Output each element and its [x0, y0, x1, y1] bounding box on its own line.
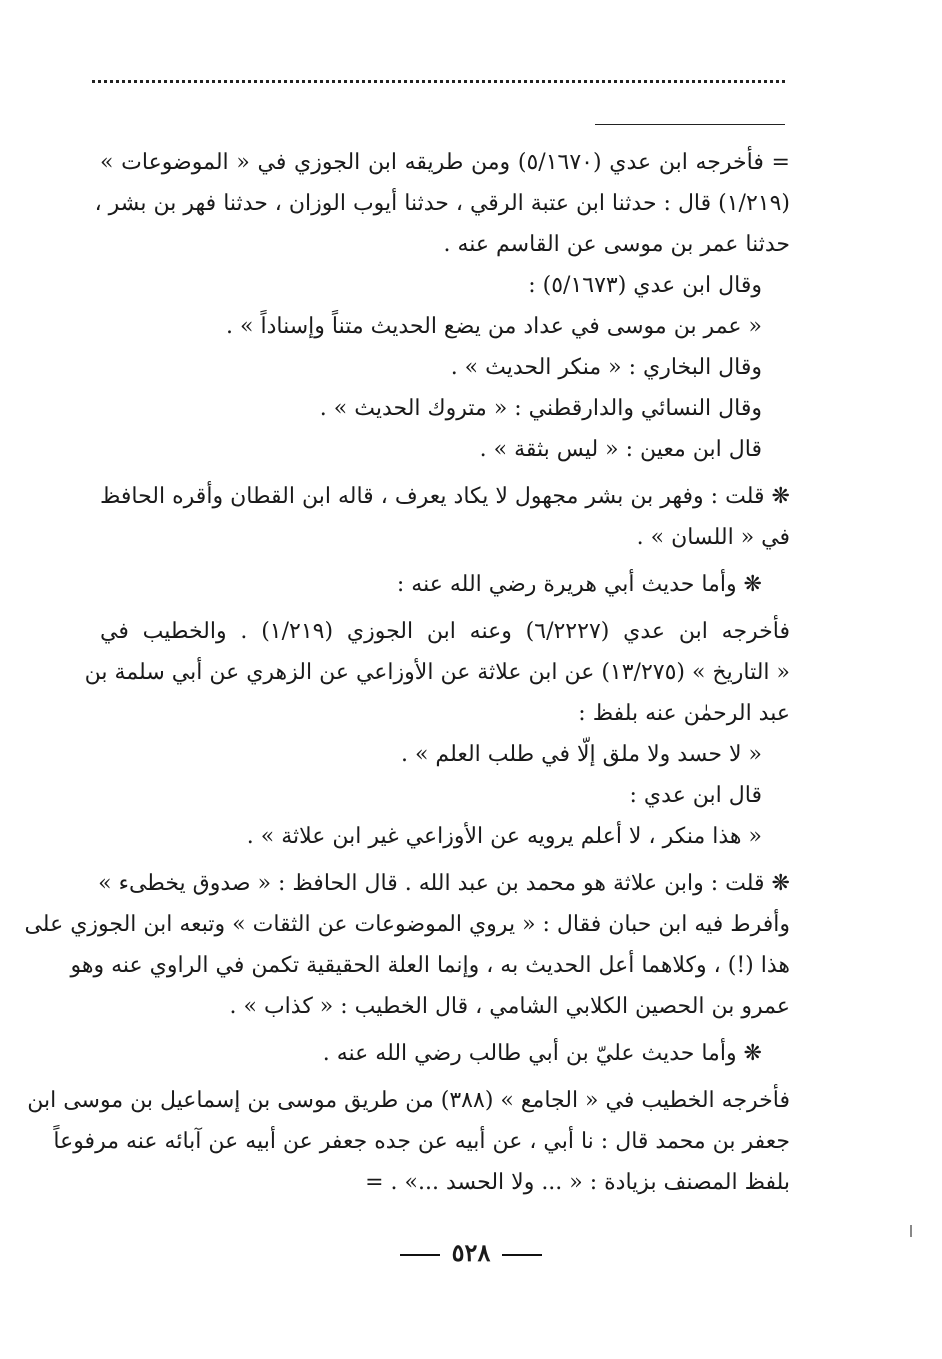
footnote-text-block [24, 142, 790, 1203]
text-line: ❋ وأما حديث أبي هريرة رضي الله عنه : [396, 572, 762, 597]
page-number: ٥٢٨ [451, 1238, 491, 1267]
text-line: وقال ابن عدي (٥/١٦٧٣) : [528, 273, 762, 298]
page-number-dash-right [502, 1254, 542, 1256]
page-number-area [0, 1238, 942, 1267]
text-line: ❋ قلت : وفهر بن بشر مجهول لا يكاد يعرف ، قاله ابن القطان وأقره الحافظ [100, 484, 790, 509]
text-line: ❋ وأما حديث عليّ بن أبي طالب رضي الله عنه . [322, 1041, 762, 1066]
text-line: هذا (!) ، وكلاهما أعل الحديث به ، وإنما العلة الحقيقية تكمن في الراوي عنه وهو [70, 953, 790, 978]
text-line: عبد الرحمٰن عنه بلفظ : [578, 701, 790, 726]
text-line: « هذا منكر ، لا أعلم يرويه عن الأوزاعي غير ابن علاثة » . [246, 824, 762, 849]
page-number-dash-left [400, 1254, 440, 1256]
header-dotted-rule [92, 80, 785, 83]
text-line: جعفر بن محمد قال : نا أبي ، عن أبيه عن جده جعفر عن أبيه عن آبائه عنه مرفوعاً [53, 1129, 790, 1154]
text-line: فأخرجه ابن عدي (٦/٢٢٢٧) وعنه ابن الجوزي (١/٢١٩) . والخطيب في [100, 619, 790, 644]
text-line: في « اللسان » . [636, 525, 790, 550]
text-line: قال ابن معين : « ليس بثقة » . [479, 437, 762, 462]
text-line: وقال البخاري : « منكر الحديث » . [450, 355, 762, 380]
margin-mark [910, 1225, 912, 1237]
text-line: وأفرط فيه ابن حبان فقال : « يروي الموضوعات عن الثقات » وتبعه ابن الجوزي على [24, 912, 790, 937]
text-line: = فأخرجه ابن عدي (٥/١٦٧٠) ومن طريقه ابن الجوزي في « الموضوعات » [100, 150, 790, 175]
text-line: ❋ قلت : وابن علاثة هو محمد بن عبد الله . قال الحافظ : « صدوق يخطىء » [98, 871, 790, 896]
text-line: عمرو بن الحصين الكلابي الشامي ، قال الخطيب : « كذاب » . [229, 994, 790, 1019]
text-line: وقال النسائي والدارقطني : « متروك الحديث » . [319, 396, 762, 421]
text-line: « عمر بن موسى في عداد من يضع الحديث متناً وإسناداً » . [226, 314, 762, 339]
text-line: قال ابن عدي : [629, 783, 762, 808]
text-line: « لا حسد ولا ملق إلّا في طلب العلم » . [400, 742, 762, 767]
footnote-separator [595, 124, 785, 125]
text-line: حدثنا عمر بن موسى عن القاسم عنه . [443, 232, 790, 257]
text-line: (١/٢١٩) قال : حدثنا ابن عتبة الرقي ، حدثنا أيوب الوزان ، حدثنا فهر بن بشر ، [94, 191, 790, 216]
text-line: « التاريخ » (١٣/٢٧٥) عن ابن علاثة عن الأوزاعي عن الزهري عن أبي سلمة بن [84, 660, 790, 685]
text-line: فأخرجه الخطيب في « الجامع » (٣٨٨) من طريق موسى بن إسماعيل بن موسى ابن [27, 1088, 790, 1113]
text-line: بلفظ المصنف بزيادة : « ... ولا الحسد ...» . = [365, 1170, 790, 1195]
